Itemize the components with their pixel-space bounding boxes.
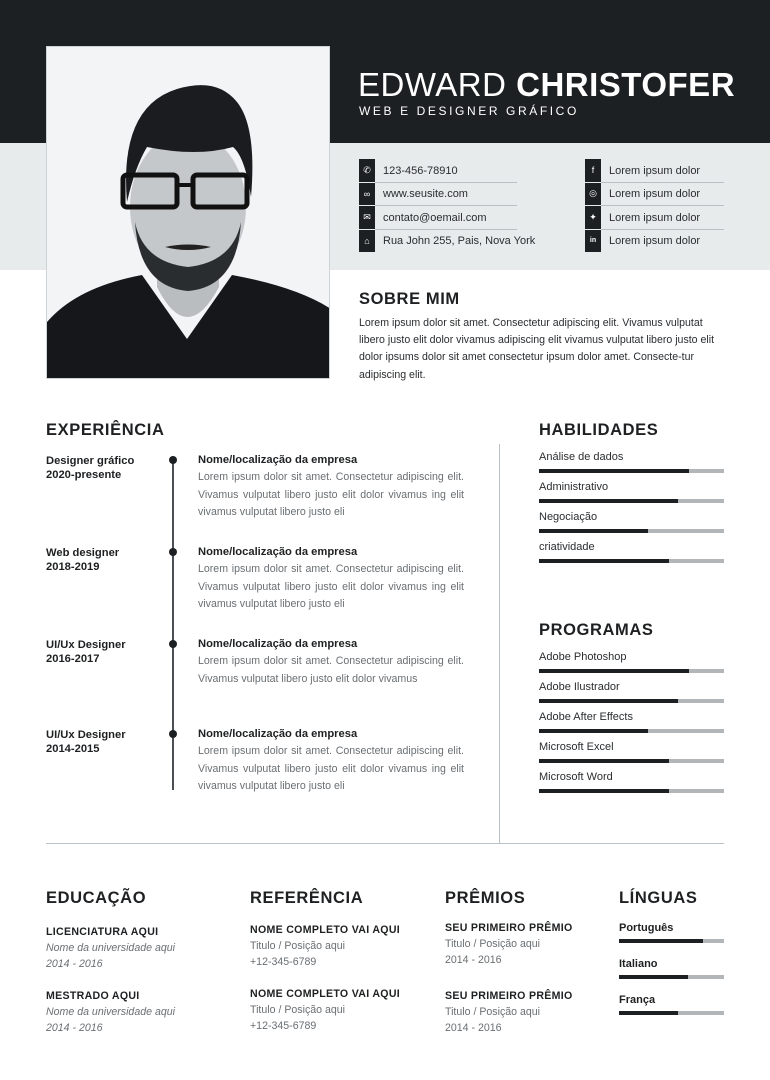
contact-list [359,159,536,253]
awards-list [445,921,573,1053]
program-item [539,771,724,801]
reference-phone: +12-345-6789 [250,1020,317,1032]
experience-role [46,638,126,666]
program-label: Adobe Ilustrador [539,681,620,693]
social-twitter[interactable] [585,206,724,230]
program-bar [539,669,724,673]
first-name: EDWARD [358,66,507,103]
social-text: Lorem ipsum dolor [609,164,701,177]
language-label: Português [619,922,674,934]
skill-bar [539,469,724,473]
skill-bar [539,529,724,533]
program-bar [539,789,724,793]
languages-list [619,922,724,1030]
role-period: 2018-2019 [46,561,100,573]
language-label: Italiano [619,958,658,970]
company-name: Nome/localização da empresa [198,728,358,740]
company-name: Nome/localização da empresa [198,546,358,558]
program-bar-fill [539,759,669,763]
award-item [445,921,573,968]
skill-bar [539,499,724,503]
twitter-icon: ✦ [585,206,601,230]
experience-role [46,454,134,482]
phone-icon: ✆ [359,159,375,183]
programs-heading: PROGRAMAS [539,621,654,639]
award-name: SEU PRIMEIRO PRÊMIO [445,990,573,1002]
degree: LICENCIATURA AQUI [46,926,159,938]
skill-item [539,481,724,511]
contact-website[interactable] [359,183,517,207]
program-item [539,711,724,741]
skill-bar-fill [539,559,669,563]
mail-icon: ✉ [359,206,375,230]
language-bar [619,939,724,943]
home-icon: ⌂ [359,230,375,254]
contact-address [359,230,536,254]
awards-heading: PRÊMIOS [445,889,526,907]
social-instagram[interactable] [585,183,724,207]
experience-role [46,546,119,574]
program-bar-fill [539,669,689,673]
language-bar-fill [619,939,703,943]
program-bar [539,759,724,763]
skill-bar-fill [539,529,648,533]
skill-label: criatividade [539,541,595,553]
programs-list [539,651,724,801]
timeline-dot [169,456,177,464]
education-list [46,925,175,1053]
award-position: Titulo / Posição aqui [445,1006,541,1018]
years: 2014 - 2016 [46,1022,103,1034]
candidate-name [358,66,735,104]
social-text: Lorem ipsum dolor [609,188,701,201]
program-bar [539,729,724,733]
program-bar-fill [539,699,678,703]
skill-label: Análise de dados [539,451,624,463]
skill-item [539,451,724,481]
social-text: Lorem ipsum dolor [609,235,701,248]
program-bar-fill [539,789,669,793]
company-name: Nome/localização da empresa [198,638,358,650]
language-bar-fill [619,975,688,979]
reference-phone: +12-345-6789 [250,956,317,968]
education-item [46,925,175,972]
skill-bar-fill [539,469,689,473]
school: Nome da universidade aqui [46,942,175,954]
portrait-illustration [47,47,330,379]
role-period: 2016-2017 [46,653,100,665]
award-years: 2014 - 2016 [445,1022,502,1034]
contact-email[interactable] [359,206,517,230]
program-bar [539,699,724,703]
program-label: Microsoft Word [539,771,613,783]
social-text: Lorem ipsum dolor [609,211,701,224]
reference-item [250,987,400,1034]
language-item [619,958,724,994]
degree: MESTRADO AQUI [46,990,140,1002]
about-heading: SOBRE MIM [359,290,460,308]
skills-list [539,451,724,571]
contact-text: Rua John 255, Pais, Nova York [383,235,536,248]
role-label: UI/Ux Designer [46,729,126,741]
program-item [539,681,724,711]
skills-heading: HABILIDADES [539,421,659,439]
education-item [46,989,175,1036]
program-bar-fill [539,729,648,733]
timeline-dot [169,548,177,556]
social-linkedin[interactable] [585,230,724,254]
experience-role [46,728,126,756]
role-period: 2014-2015 [46,743,100,755]
skill-bar-fill [539,499,678,503]
references-list [250,923,400,1051]
facebook-icon: f [585,159,601,183]
award-years: 2014 - 2016 [445,954,502,966]
timeline-dot [169,640,177,648]
award-item [445,989,573,1036]
contact-text: www.seusite.com [383,188,468,201]
experience-description: Lorem ipsum dolor sit amet. Consectetur adipiscing elit. Vivamus vulputat libero justo elit dolor vivamus ing elit vivamus vulputat libero justo eli [198,563,464,611]
role-label: UI/Ux Designer [46,639,126,651]
language-item [619,994,724,1030]
school: Nome da universidade aqui [46,1006,175,1018]
reference-name: NOME COMPLETO VAI AQUI [250,988,401,1000]
skill-label: Administrativo [539,481,609,493]
reference-position: Titulo / Posição aqui [250,940,346,952]
social-facebook[interactable] [585,159,724,183]
reference-item [250,923,400,970]
contact-phone[interactable] [359,159,517,183]
program-label: Microsoft Excel [539,741,614,753]
column-divider [499,444,500,844]
role-period: 2020-presente [46,469,122,481]
social-list [585,159,724,253]
program-label: Adobe Photoshop [539,651,627,663]
language-bar [619,975,724,979]
skill-item [539,541,724,571]
about-text: Lorem ipsum dolor sit amet. Consectetur adipiscing elit. Vivamus vulputat libero justo elit dolor vivamus adipiscing elit vivamus vulputat libero justo elit dolor ipsums dolor sit amet consectetur ipsum dolor amet. Consecte-tur adipiscing elit. [359,317,715,381]
role-label: Designer gráfico [46,455,135,467]
section-divider [46,843,724,844]
role-label: Web designer [46,547,120,559]
years: 2014 - 2016 [46,958,103,970]
job-title: WEB E DESIGNER GRÁFICO [359,104,579,118]
skill-bar [539,559,724,563]
program-label: Adobe After Effects [539,711,633,723]
timeline-line [172,458,174,790]
experience-description: Lorem ipsum dolor sit amet. Consectetur adipiscing elit. Vivamus vulputat libero justo elit dolor vivamus ing elit vivamus vulputat libero justo eli [198,745,464,793]
program-item [539,741,724,771]
experience-heading: EXPERIÊNCIA [46,421,165,439]
languages-heading: LÍNGUAS [619,889,698,907]
link-icon: ∞ [359,183,375,207]
contact-text: contato@oemail.com [383,211,487,224]
experience-description: Lorem ipsum dolor sit amet. Consectetur adipiscing elit. Vivamus vulputat libero justo elit dolor vivamus ing elit vivamus vulputat libero justo eli [198,471,464,519]
references-heading: REFERÊNCIA [250,889,364,907]
skill-label: Negociação [539,511,598,523]
instagram-icon: ◎ [585,183,601,207]
skill-item [539,511,724,541]
award-position: Titulo / Posição aqui [445,938,541,950]
program-item [539,651,724,681]
contact-text: 123-456-78910 [383,164,458,177]
experience-description: Lorem ipsum dolor sit amet. Consectetur adipiscing elit. Vivamus vulputat libero justo elit dolor vivamus [198,655,464,685]
reference-name: NOME COMPLETO VAI AQUI [250,924,401,936]
language-bar-fill [619,1011,678,1015]
language-bar [619,1011,724,1015]
company-name: Nome/localização da empresa [198,454,358,466]
language-label: França [619,994,656,1006]
language-item [619,922,724,958]
linkedin-icon: in [585,230,601,254]
profile-photo [46,46,330,379]
award-name: SEU PRIMEIRO PRÊMIO [445,922,573,934]
last-name: CHRISTOFER [516,66,736,103]
education-heading: EDUCAÇÃO [46,889,147,907]
timeline-dot [169,730,177,738]
reference-position: Titulo / Posição aqui [250,1004,346,1016]
